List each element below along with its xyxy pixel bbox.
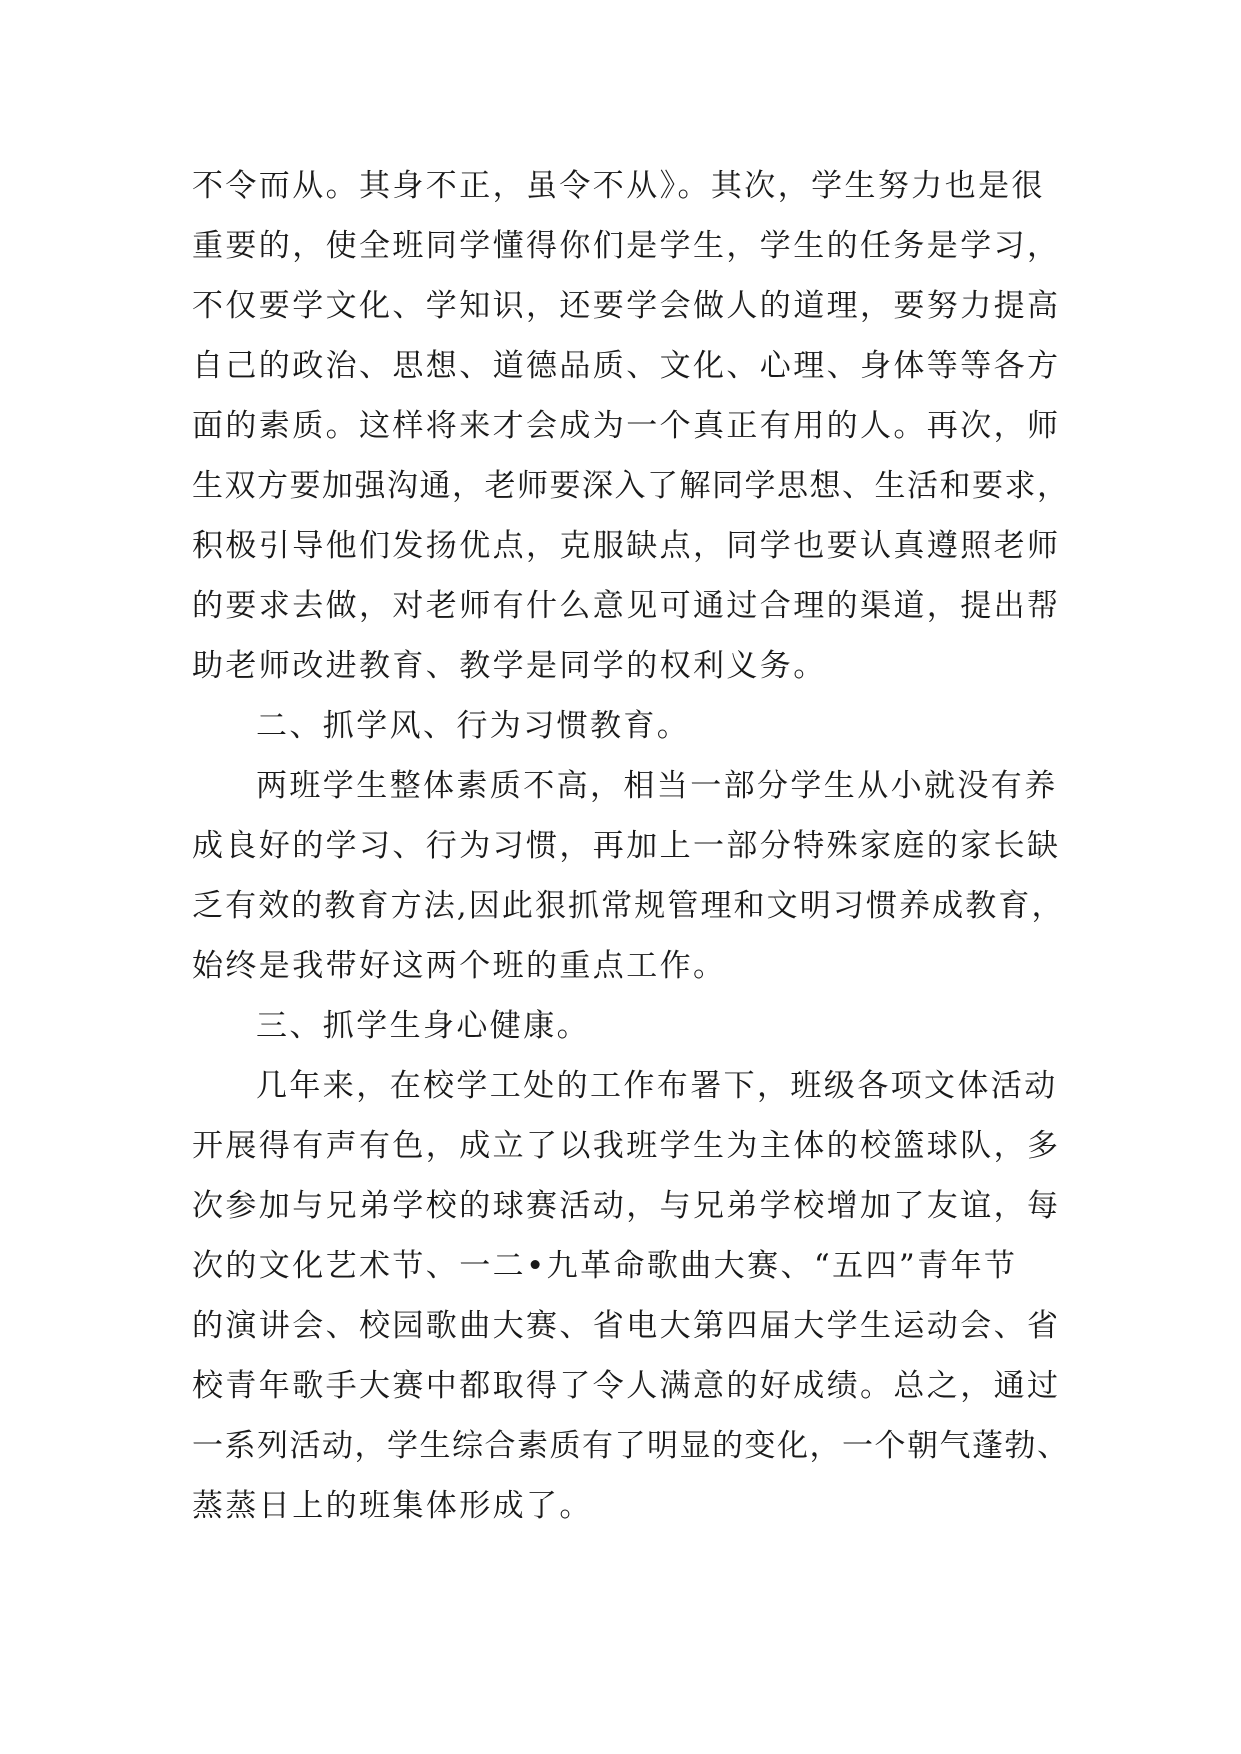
text-line: 的演讲会、校园歌曲大赛、省电大第四届大学生运动会、省	[192, 1308, 1061, 1344]
text-line: 乏有效的教育方法,因此狠抓常规管理和文明习惯养成教育，	[192, 888, 1065, 924]
text-line: 二、抓学风、行为习惯教育。	[256, 708, 691, 744]
text-line: 自己的政治、思想、道德品质、文化、心理、身体等等各方	[192, 348, 1061, 384]
text-line: 成良好的学习、行为习惯，再加上一部分特殊家庭的家长缺	[192, 828, 1061, 864]
text-line: 积极引导他们发扬优点，克服缺点，同学也要认真遵照老师	[192, 528, 1061, 564]
text-line: 蒸蒸日上的班集体形成了。	[192, 1488, 593, 1524]
text-line: 校青年歌手大赛中都取得了令人满意的好成绩。总之，通过	[192, 1368, 1061, 1404]
text-line: 开展得有声有色，成立了以我班学生为主体的校篮球队，多	[192, 1128, 1061, 1164]
text-line: 次参加与兄弟学校的球赛活动，与兄弟学校增加了友谊，每	[192, 1188, 1061, 1224]
text-line: 不令而从。其身不正，虽令不从》。其次，学生努力也是很	[192, 168, 1045, 204]
text-line: 助老师改进教育、教学是同学的权利义务。	[192, 648, 827, 684]
text-line: 的要求去做，对老师有什么意见可通过合理的渠道，提出帮	[192, 588, 1061, 624]
text-line: 次的文化艺术节、一二•九革命歌曲大赛、“五四”青年节	[192, 1248, 1018, 1284]
text-line: 不仅要学文化、学知识，还要学会做人的道理，要努力提高	[192, 288, 1061, 324]
text-line: 两班学生整体素质不高，相当一部分学生从小就没有养	[256, 768, 1058, 804]
text-line: 几年来，在校学工处的工作布署下，班级各项文体活动	[256, 1068, 1058, 1104]
text-line: 生双方要加强沟通，老师要深入了解同学思想、生活和要求，	[192, 468, 1070, 504]
text-line: 三、抓学生身心健康。	[256, 1008, 590, 1044]
text-line: 面的素质。这样将来才会成为一个真正有用的人。再次，师	[192, 408, 1061, 444]
text-line: 重要的，使全班同学懂得你们是学生，学生的任务是学习，	[192, 228, 1061, 264]
text-line: 一系列活动，学生综合素质有了明显的变化，一个朝气蓬勃、	[192, 1428, 1070, 1464]
body-text	[192, 156, 1072, 1536]
text-line: 始终是我带好这两个班的重点工作。	[192, 948, 727, 984]
